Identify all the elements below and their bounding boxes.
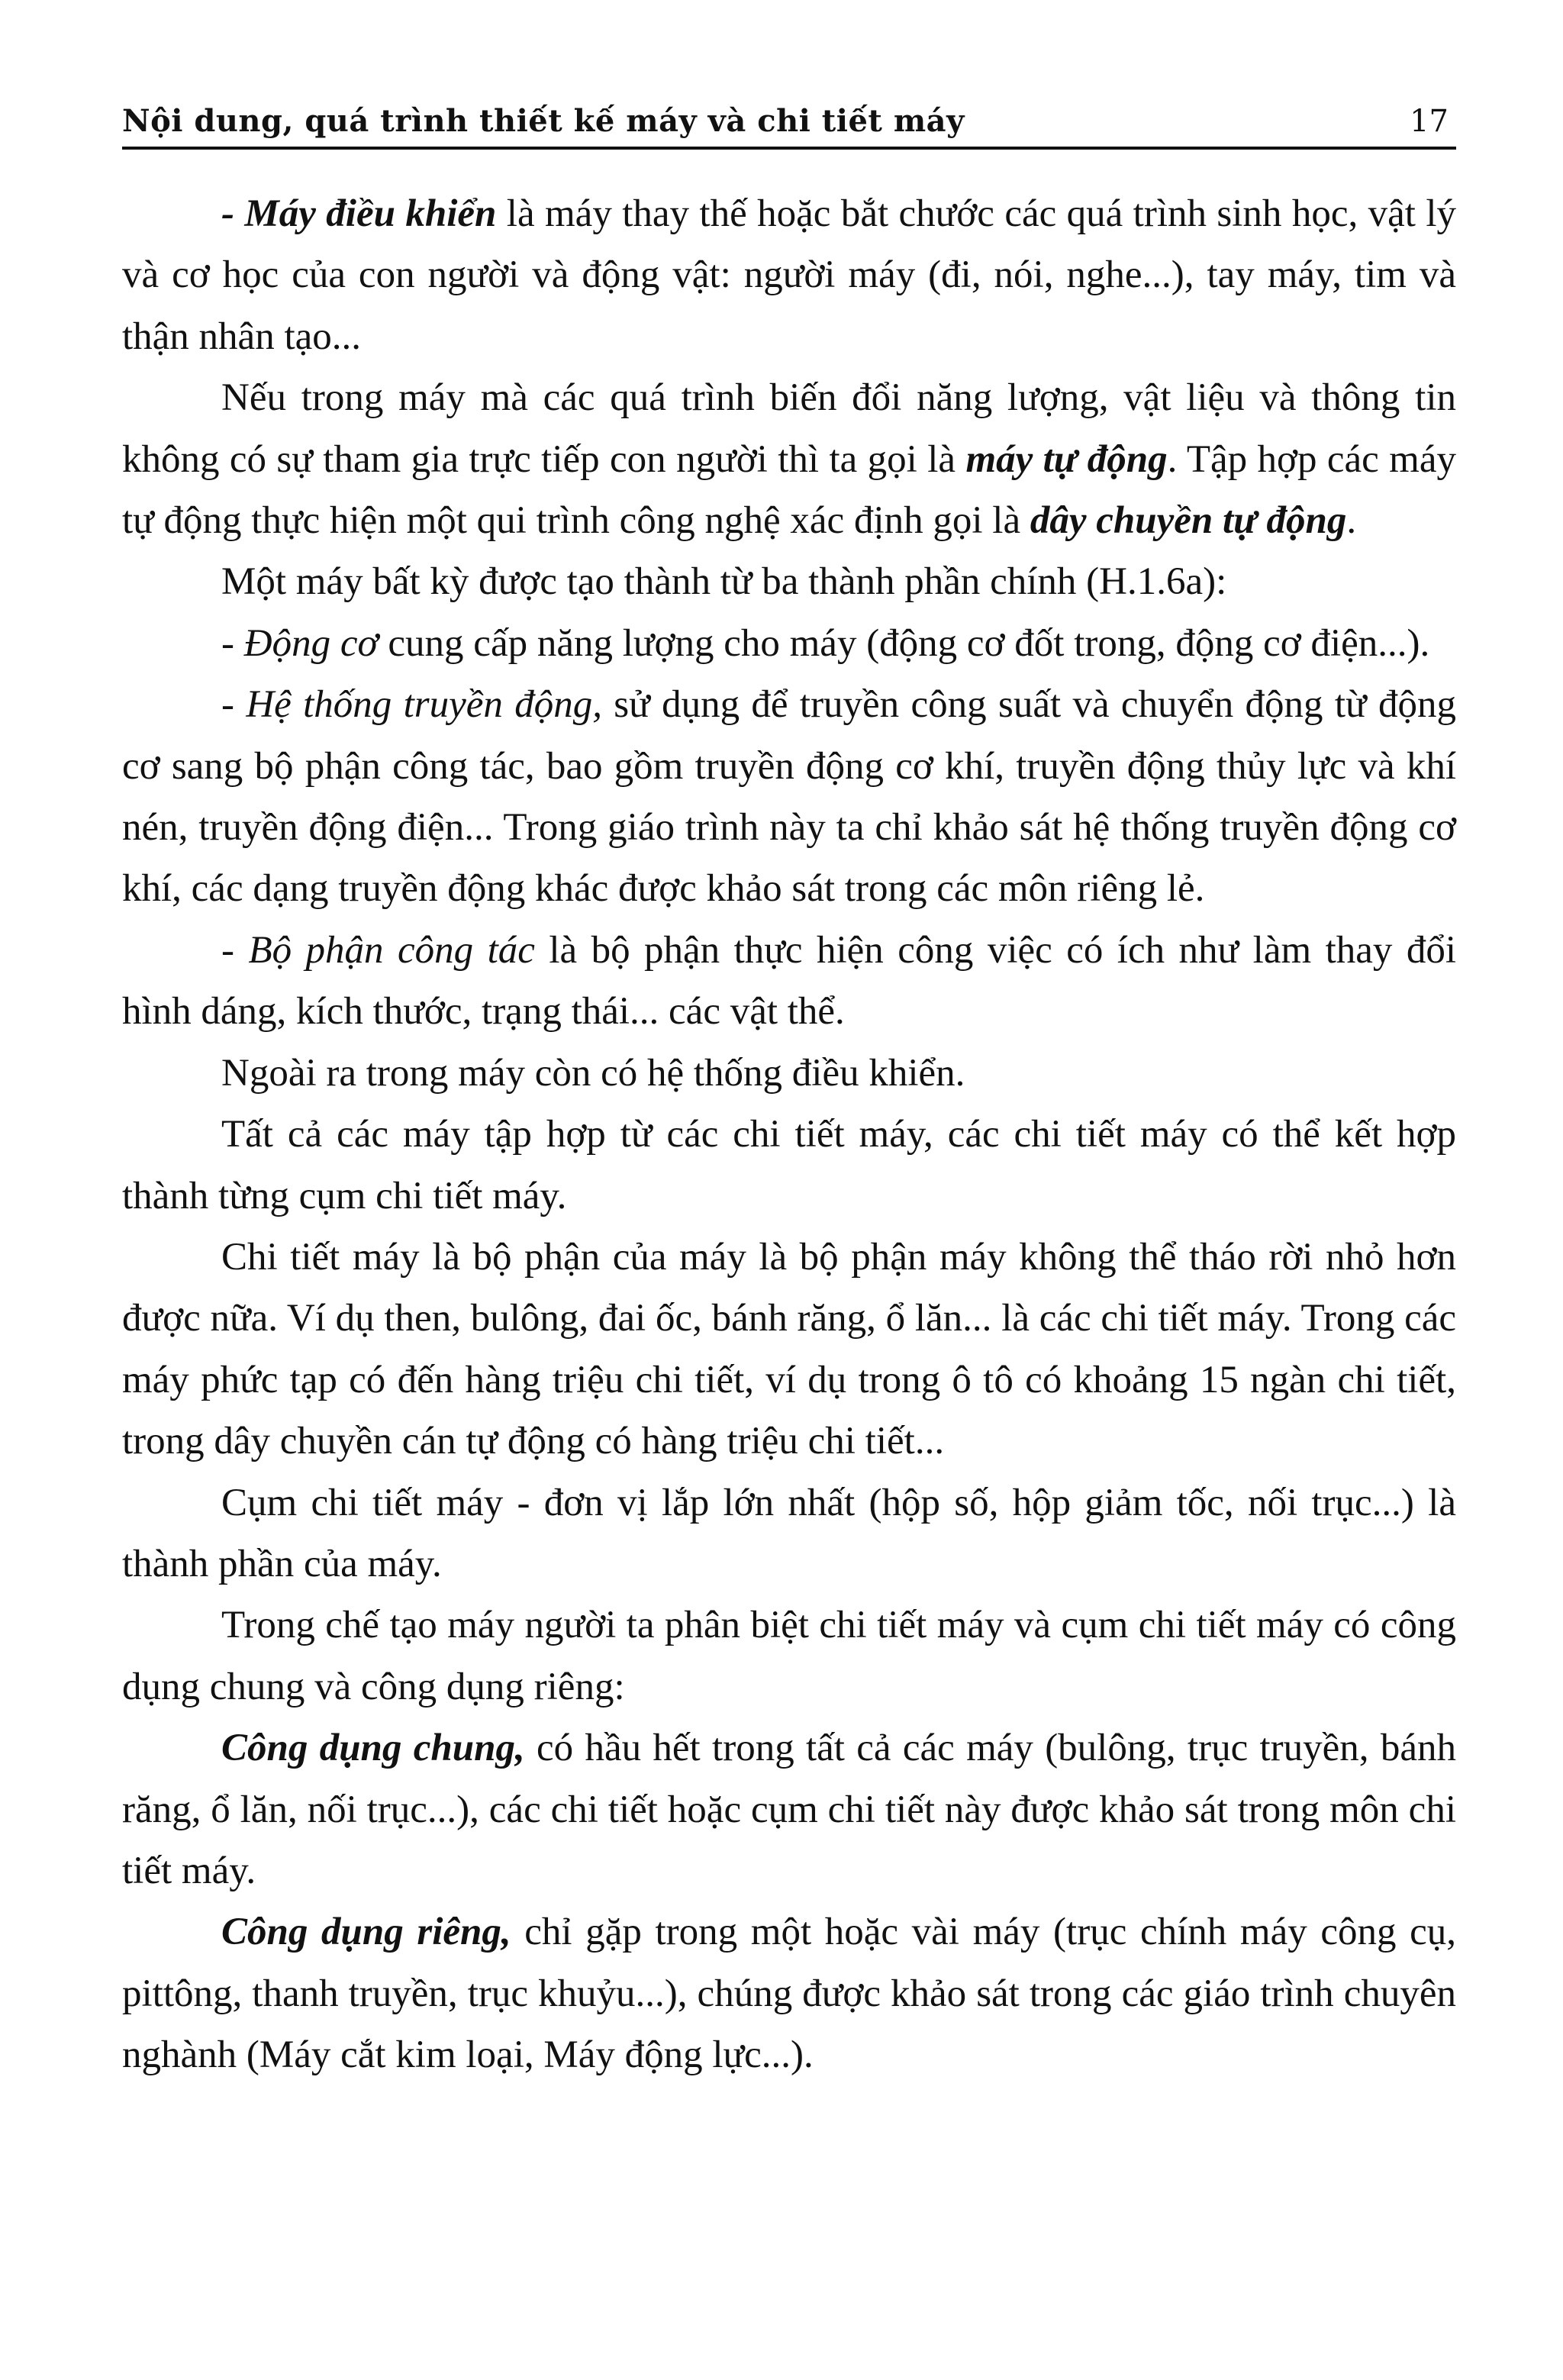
term: dây chuyền tự động — [1030, 499, 1347, 543]
paragraph-he-thong-dieu-khien — [122, 1043, 1456, 1104]
term: Công dụng riêng, — [221, 1911, 511, 1954]
paragraph-cong-dung-rieng — [122, 1901, 1456, 2085]
paragraph-text: sử dụng để truyền công suất và chuyển động từ động cơ sang bộ phận công tác, bao gồm truyền động cơ khí, truyền động thủy lực và khí nén, truyền động điện... Trong giáo trình này ta chỉ khảo sát hệ thống truyền động cơ khí, các dạng truyền động khác được khảo sát trong các môn riêng lẻ. — [122, 683, 1456, 911]
paragraph-text: Nếu trong máy mà các quá trình biến đổi năng lượng, vật liệu và thông tin không có sự tham gia trực tiếp con người thì ta gọi là — [122, 376, 1456, 481]
paragraph-text: có hầu hết trong tất cả các máy (bulông, trục truyền, bánh răng, ổ lăn, nối trục...), các chi tiết hoặc cụm chi tiết này được khảo sát trong môn chi tiết máy. — [122, 1727, 1457, 1892]
paragraph-may-tu-dong — [122, 367, 1456, 551]
paragraph-thanh-phan — [122, 551, 1456, 612]
paragraph-text: cung cấp năng lượng cho máy (động cơ đốt trong, động cơ điện...). — [378, 621, 1430, 665]
term: Động cơ — [243, 621, 379, 665]
body-text — [122, 183, 1456, 2086]
paragraph-text: - — [221, 621, 244, 665]
paragraph-text: - — [221, 683, 247, 727]
paragraph-text: là bộ phận thực hiện công việc có ích như làm thay đổi hình dáng, kích thước, trạng thái... các vật thể. — [122, 928, 1456, 1034]
term: - Máy điều khiển — [221, 192, 497, 235]
paragraph-text: . — [1346, 499, 1357, 543]
page-number: 17 — [1410, 104, 1449, 139]
term: Công dụng chung, — [221, 1727, 525, 1770]
paragraph-chi-tiet-may — [122, 1227, 1456, 1472]
paragraph-text: . Tập hợp các máy tự động thực hiện một qui trình công nghệ xác định gọi là — [122, 437, 1456, 543]
paragraph-text: Ngoài ra trong máy còn có hệ thống điều khiển. — [221, 1051, 965, 1095]
term: Hệ thống truyền động, — [246, 683, 602, 727]
paragraph-cum-chi-tiet-may — [122, 1472, 1456, 1595]
paragraph-phan-biet — [122, 1595, 1456, 1717]
running-title: Nội dung, quá trình thiết kế máy và chi tiết máy — [122, 103, 965, 139]
paragraph-bo-phan-cong-tac — [122, 920, 1456, 1043]
paragraph-may-dieu-khien — [122, 183, 1456, 367]
term: Bộ phận công tác — [248, 928, 535, 972]
paragraph-text: là máy thay thế hoặc bắt chước các quá trình sinh học, vật lý và cơ học của con người và động vật: người máy (đi, nói, nghe...), tay máy, tim và thận nhân tạo... — [122, 192, 1456, 358]
paragraph-text: Tất cả các máy tập hợp từ các chi tiết máy, các chi tiết máy có thể kết hợp thành từng cụm chi tiết máy. — [122, 1113, 1456, 1217]
paragraph-tap-hop-chi-tiet — [122, 1104, 1456, 1227]
paragraph-cong-dung-chung — [122, 1717, 1456, 1901]
paragraph-text: chỉ gặp trong một hoặc vài máy (trục chính máy công cụ, pittông, thanh truyền, trục khuỷu...), chúng được khảo sát trong các giáo trình chuyên nghành (Máy cắt kim loại, Máy động lực...). — [122, 1911, 1457, 2077]
paragraph-text: Chi tiết máy là bộ phận của máy là bộ phận máy không thể tháo rời nhỏ hơn được nữa. Ví dụ then, bulông, đai ốc, bánh răng, ổ lăn... là các chi tiết máy. Trong các máy phức tạp có đến hàng triệu chi tiết, ví dụ trong ô tô có khoảng 15 ngàn chi tiết, trong dây chuyền cán tự động có hàng triệu chi tiết... — [122, 1235, 1456, 1463]
paragraph-text: Trong chế tạo máy người ta phân biệt chi tiết máy và cụm chi tiết máy có công dụng chung và công dụng riêng: — [122, 1604, 1456, 1708]
paragraph-text: Cụm chi tiết máy - đơn vị lắp lớn nhất (hộp số, hộp giảm tốc, nối trục...) là thành phần của máy. — [122, 1481, 1456, 1585]
paragraph-he-thong-truyen-dong — [122, 674, 1456, 920]
page-header — [122, 92, 1456, 150]
paragraph-text: Một máy bất kỳ được tạo thành từ ba thành phần chính (H.1.6a): — [221, 560, 1227, 604]
paragraph-text: - — [221, 928, 249, 972]
term: máy tự động — [965, 437, 1168, 481]
paragraph-dong-co — [122, 613, 1456, 674]
